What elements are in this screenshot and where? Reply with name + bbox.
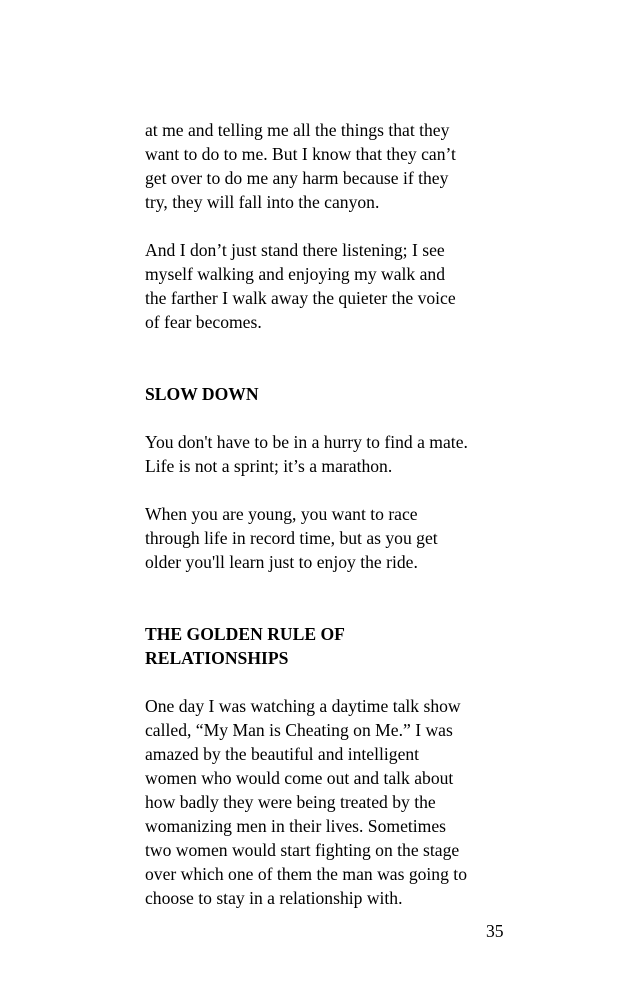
text-line: Life is not a sprint; it’s a marathon. [145, 456, 393, 476]
spacer [145, 358, 515, 382]
section-heading-golden-rule [145, 622, 515, 670]
heading-line: RELATIONSHIPS [145, 648, 289, 668]
text-line: You don't have to be in a hurry to find a mate. [145, 432, 468, 452]
heading-line: SLOW DOWN [145, 384, 259, 404]
spacer [145, 598, 515, 622]
text-line: how badly they were being treated by the [145, 792, 436, 812]
section-heading-slow-down [145, 382, 515, 406]
text-line: older you'll learn just to enjoy the ride. [145, 552, 418, 572]
paragraph-young [145, 502, 515, 574]
text-line: the farther I walk away the quieter the voice [145, 288, 456, 308]
text-line: two women would start fighting on the stage [145, 840, 460, 860]
text-line: called, “My Man is Cheating on Me.” I was [145, 720, 453, 740]
text-line: want to do to me. But I know that they can’t [145, 144, 456, 164]
text-line: One day I was watching a daytime talk show [145, 696, 461, 716]
text-line: When you are young, you want to race [145, 504, 418, 524]
paragraph-canyon [145, 118, 515, 214]
text-line: over which one of them the man was going to [145, 864, 467, 884]
text-line: amazed by the beautiful and intelligent [145, 744, 420, 764]
text-line: myself walking and enjoying my walk and [145, 264, 446, 284]
page-number: 35 [486, 921, 504, 941]
page-body [145, 118, 515, 934]
text-line: try, they will fall into the canyon. [145, 192, 380, 212]
paragraph-hurry [145, 430, 515, 478]
text-line: women who would come out and talk about [145, 768, 454, 788]
heading-line: THE GOLDEN RULE OF [145, 624, 345, 644]
text-line: of fear becomes. [145, 312, 262, 332]
text-line: choose to stay in a relationship with. [145, 888, 403, 908]
text-line: And I don’t just stand there listening; I see [145, 240, 445, 260]
paragraph-talk-show [145, 694, 515, 910]
text-line: womanizing men in their lives. Sometimes [145, 816, 447, 836]
text-line: at me and telling me all the things that they [145, 120, 450, 140]
paragraph-walking [145, 238, 515, 334]
text-line: get over to do me any harm because if they [145, 168, 449, 188]
text-line: through life in record time, but as you get [145, 528, 438, 548]
